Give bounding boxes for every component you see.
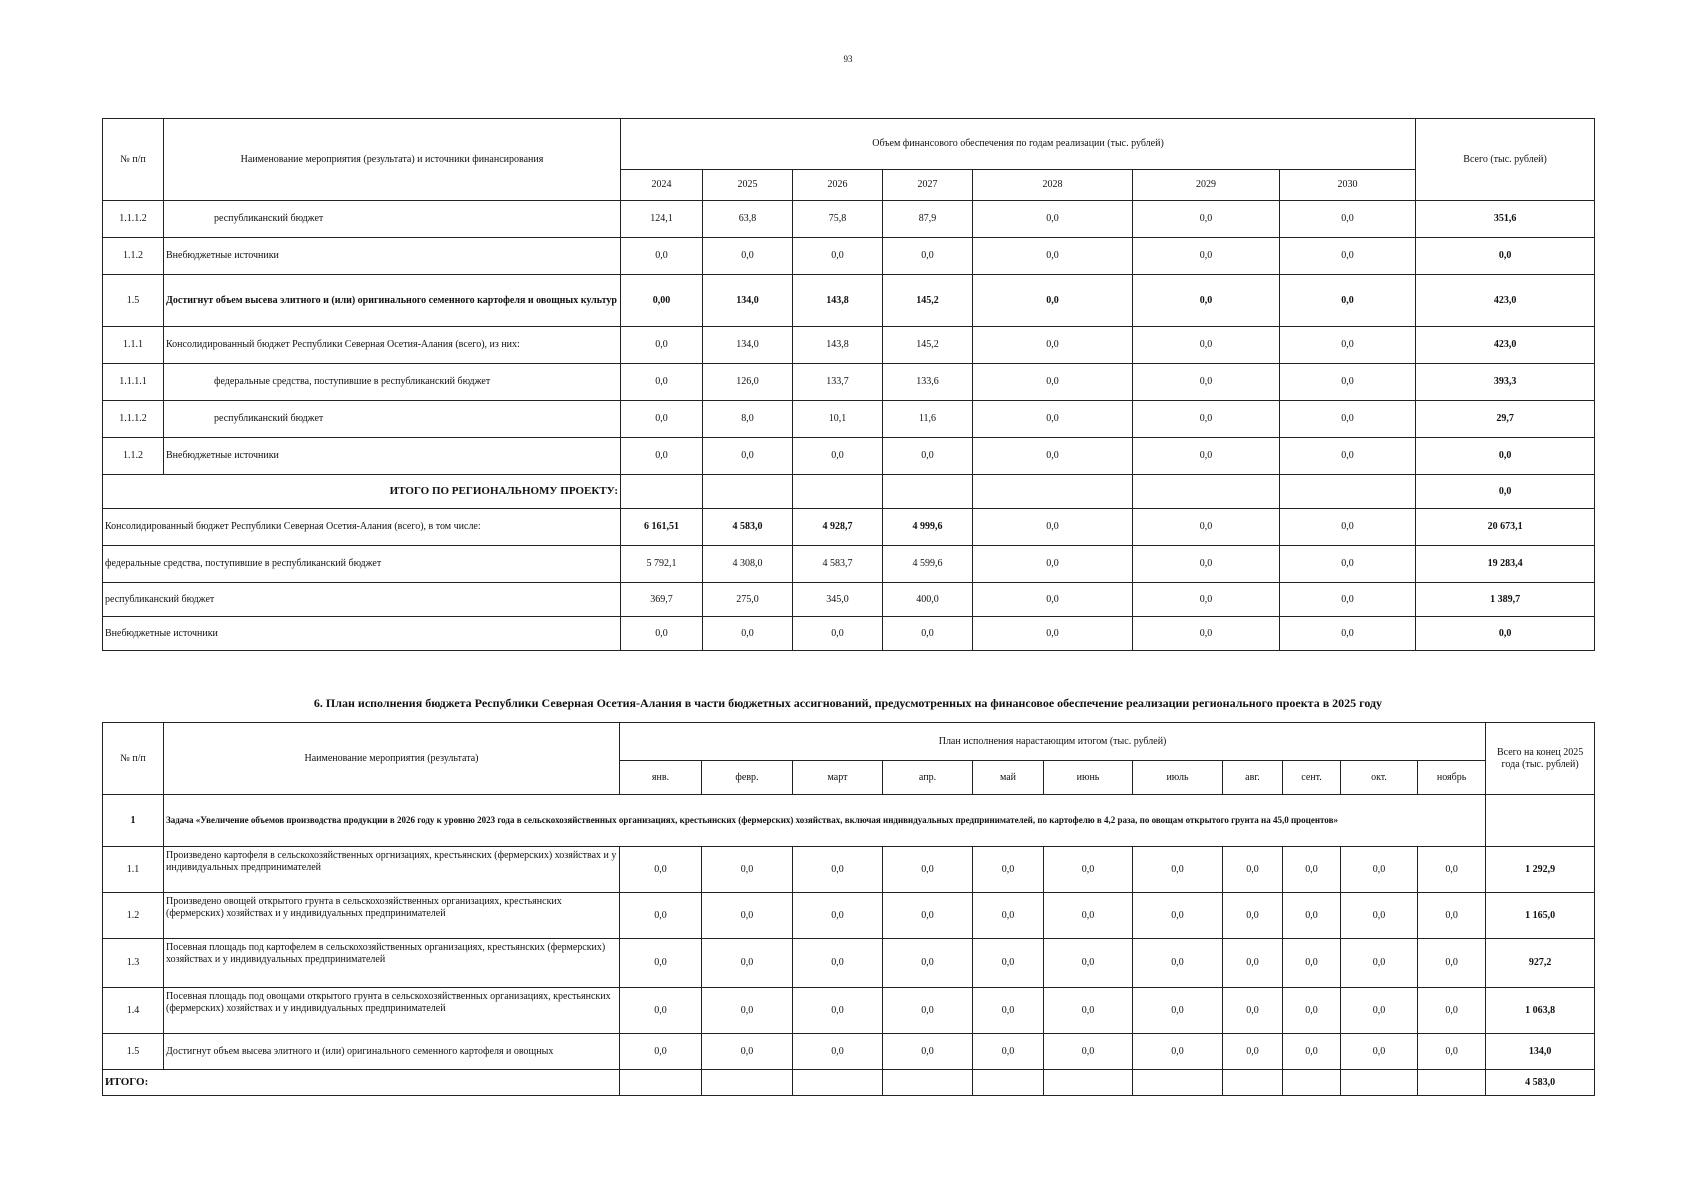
row-value: 8,0: [703, 401, 793, 438]
summary-value: 4 999,6: [883, 509, 973, 546]
row-value: 0,0: [620, 893, 702, 939]
row-total: 29,7: [1416, 401, 1595, 438]
table-row: [103, 847, 1595, 893]
empty-cell: [883, 475, 973, 509]
summary-value: 0,0: [973, 546, 1133, 583]
summary-name: федеральные средства, поступившие в республиканский бюджет: [103, 546, 621, 583]
row-value: 0,0: [1133, 401, 1280, 438]
summary-value: 4 928,7: [793, 509, 883, 546]
summary-row: [103, 583, 1595, 617]
year-2025: 2025: [703, 170, 793, 201]
empty-cell: [621, 475, 703, 509]
row-value: 0,0: [1283, 847, 1341, 893]
summary-value: 0,0: [973, 617, 1133, 651]
row-value: 0,0: [793, 893, 883, 939]
row-value: 0,0: [1280, 275, 1416, 327]
funding-table-body: [103, 119, 1595, 651]
table-row: [103, 438, 1595, 475]
row-total: 134,0: [1486, 1034, 1595, 1070]
row-name: Посевная площадь под овощами открытого грунта в сельскохозяйственных организациях, крестьянских (фермерских) хозяйствах и у индивидуальных предпринимателей: [164, 988, 620, 1034]
row-num: 1.1.1.2: [103, 401, 164, 438]
row-num: 1.1.1.1: [103, 364, 164, 401]
row-total: 1 165,0: [1486, 893, 1595, 939]
row-value: 0,0: [621, 401, 703, 438]
row-name: федеральные средства, поступившие в республиканский бюджет: [164, 364, 621, 401]
row-value: 0,0: [883, 939, 973, 988]
year-2030: 2030: [1280, 170, 1416, 201]
table-row: [103, 201, 1595, 238]
row-value: 0,0: [1283, 1034, 1341, 1070]
row-name: республиканский бюджет: [164, 201, 621, 238]
header-row: [103, 723, 1595, 761]
row-value: 87,9: [883, 201, 973, 238]
itogo-label: ИТОГО ПО РЕГИОНАЛЬНОМУ ПРОЕКТУ:: [103, 475, 621, 509]
row-value: 0,0: [1223, 893, 1283, 939]
year-2026: 2026: [793, 170, 883, 201]
empty-cell: [1044, 1070, 1133, 1096]
row-value: 0,0: [1133, 438, 1280, 475]
row-value: 0,0: [883, 847, 973, 893]
row-value: 0,0: [1280, 238, 1416, 275]
row-value: 0,0: [703, 438, 793, 475]
row-value: 0,0: [973, 238, 1133, 275]
month-header: апр.: [883, 761, 973, 795]
year-2027: 2027: [883, 170, 973, 201]
row-value: 0,0: [620, 847, 702, 893]
summary-value: 0,0: [973, 509, 1133, 546]
row-name: Достигнут объем высева элитного и (или) оригинального семенного картофеля и овощных культур: [164, 275, 621, 327]
table-row: [103, 364, 1595, 401]
summary-value: 0,0: [703, 617, 793, 651]
summary-total: 20 673,1: [1416, 509, 1595, 546]
summary-value: 6 161,51: [621, 509, 703, 546]
header-num: № п/п: [103, 723, 164, 795]
row-value: 0,0: [973, 327, 1133, 364]
month-header: авг.: [1223, 761, 1283, 795]
summary-value: 0,0: [1133, 546, 1280, 583]
row-value: 143,8: [793, 275, 883, 327]
row-value: 134,0: [703, 275, 793, 327]
summary-name: республиканский бюджет: [103, 583, 621, 617]
year-2028: 2028: [973, 170, 1133, 201]
row-value: 0,0: [1044, 893, 1133, 939]
row-total: 423,0: [1416, 275, 1595, 327]
row-value: 0,00: [621, 275, 703, 327]
row-value: 0,0: [793, 238, 883, 275]
month-header: окт.: [1341, 761, 1418, 795]
row-value: 0,0: [973, 1034, 1044, 1070]
empty-cell: [793, 1070, 883, 1096]
row-value: 0,0: [1341, 988, 1418, 1034]
summary-value: 4 308,0: [703, 546, 793, 583]
row-num: 1.3: [103, 939, 164, 988]
table-row: [103, 401, 1595, 438]
row-name: Внебюджетные источники: [164, 438, 621, 475]
summary-value: 0,0: [1133, 617, 1280, 651]
row-value: 143,8: [793, 327, 883, 364]
empty-cell: [620, 1070, 702, 1096]
summary-value: 4 583,7: [793, 546, 883, 583]
summary-value: 369,7: [621, 583, 703, 617]
funding-table: [102, 118, 1595, 651]
section-caption: 6. План исполнения бюджета Республики Северная Осетия-Алания в части бюджетных ассигнований, предусмотренных на финансовое обеспечение реализации регионального проекта в 2025 году: [313, 696, 1383, 710]
summary-row: [103, 546, 1595, 583]
year-2029: 2029: [1133, 170, 1280, 201]
table-row: [103, 988, 1595, 1034]
month-header: июнь: [1044, 761, 1133, 795]
row-value: 0,0: [1418, 939, 1486, 988]
row-value: 0,0: [1418, 988, 1486, 1034]
header-name: Наименование мероприятия (результата) и источники финансирования: [164, 119, 621, 201]
table-row: [103, 238, 1595, 275]
empty-cell: [793, 475, 883, 509]
row-num: 1.1: [103, 847, 164, 893]
row-value: 0,0: [702, 988, 793, 1034]
summary-value: 0,0: [1133, 583, 1280, 617]
row-num: 1.2: [103, 893, 164, 939]
row-value: 0,0: [702, 893, 793, 939]
row-value: 0,0: [1133, 893, 1223, 939]
row-value: 0,0: [621, 364, 703, 401]
row-total: 0,0: [1416, 438, 1595, 475]
empty-cell: [1223, 1070, 1283, 1096]
page-number: 93: [843, 54, 853, 64]
row-num: 1.1.1.2: [103, 201, 164, 238]
task-num: 1: [103, 795, 164, 847]
task-row: [103, 795, 1595, 847]
row-value: 10,1: [793, 401, 883, 438]
row-value: 0,0: [620, 988, 702, 1034]
row-value: 0,0: [1418, 893, 1486, 939]
year-2024: 2024: [621, 170, 703, 201]
row-value: 0,0: [621, 238, 703, 275]
summary-name: Консолидированный бюджет Республики Северная Осетия-Алания (всего), в том числе:: [103, 509, 621, 546]
summary-value: 0,0: [1280, 583, 1416, 617]
row-value: 0,0: [793, 1034, 883, 1070]
itogo-label: ИТОГО:: [103, 1070, 620, 1096]
row-value: 145,2: [883, 327, 973, 364]
row-value: 0,0: [702, 939, 793, 988]
row-value: 0,0: [1283, 939, 1341, 988]
summary-value: 4 599,6: [883, 546, 973, 583]
empty-cell: [1280, 475, 1416, 509]
itogo-total: 4 583,0: [1486, 1070, 1595, 1096]
row-value: 0,0: [1280, 401, 1416, 438]
summary-row: [103, 617, 1595, 651]
budget-plan-table: [102, 722, 1595, 1096]
row-value: 0,0: [1223, 847, 1283, 893]
month-header: ноябрь: [1418, 761, 1486, 795]
row-value: 0,0: [1341, 893, 1418, 939]
row-value: 0,0: [1133, 847, 1223, 893]
row-value: 0,0: [620, 1034, 702, 1070]
row-value: 0,0: [621, 438, 703, 475]
summary-value: 0,0: [1280, 617, 1416, 651]
summary-value: 5 792,1: [621, 546, 703, 583]
summary-value: 0,0: [1133, 509, 1280, 546]
summary-value: 0,0: [793, 617, 883, 651]
row-value: 0,0: [1280, 201, 1416, 238]
row-value: 0,0: [793, 847, 883, 893]
row-value: 0,0: [1044, 847, 1133, 893]
row-value: 0,0: [793, 988, 883, 1034]
row-total: 423,0: [1416, 327, 1595, 364]
table-row: [103, 1034, 1595, 1070]
row-total: 1 063,8: [1486, 988, 1595, 1034]
row-value: 0,0: [973, 364, 1133, 401]
row-total: 1 292,9: [1486, 847, 1595, 893]
row-value: 134,0: [703, 327, 793, 364]
row-value: 0,0: [1283, 988, 1341, 1034]
month-header: февр.: [702, 761, 793, 795]
empty-cell: [1283, 1070, 1341, 1096]
row-value: 0,0: [973, 988, 1044, 1034]
row-total: 0,0: [1416, 238, 1595, 275]
header-volume: Объем финансового обеспечения по годам реализации (тыс. рублей): [621, 119, 1416, 170]
summary-value: 0,0: [621, 617, 703, 651]
row-value: 0,0: [1044, 939, 1133, 988]
itogo-row: [103, 475, 1595, 509]
row-value: 126,0: [703, 364, 793, 401]
row-value: 0,0: [973, 939, 1044, 988]
summary-value: 400,0: [883, 583, 973, 617]
empty-cell: [1341, 1070, 1418, 1096]
summary-value: 275,0: [703, 583, 793, 617]
summary-value: 4 583,0: [703, 509, 793, 546]
row-value: 0,0: [973, 201, 1133, 238]
month-header: янв.: [620, 761, 702, 795]
summary-row: [103, 509, 1595, 546]
header-num: № п/п: [103, 119, 164, 201]
row-value: 0,0: [1133, 201, 1280, 238]
row-value: 0,0: [1341, 1034, 1418, 1070]
row-total: 927,2: [1486, 939, 1595, 988]
row-value: 0,0: [1133, 1034, 1223, 1070]
row-name: Достигнут объем высева элитного и (или) оригинального семенного картофеля и овощных: [164, 1034, 620, 1070]
table-row: [103, 939, 1595, 988]
row-name: Произведено овощей открытого грунта в сельскохозяйственных организациях, крестьянских (фермерских) хозяйствах и у индивидуальных предпринимателей: [164, 893, 620, 939]
row-value: 0,0: [702, 1034, 793, 1070]
row-value: 0,0: [973, 438, 1133, 475]
summary-name: Внебюджетные источники: [103, 617, 621, 651]
summary-value: 345,0: [793, 583, 883, 617]
month-header: июль: [1133, 761, 1223, 795]
row-value: 0,0: [1133, 275, 1280, 327]
row-value: 0,0: [883, 1034, 973, 1070]
row-value: 0,0: [1280, 327, 1416, 364]
task-total: [1486, 795, 1595, 847]
empty-cell: [703, 475, 793, 509]
summary-total: 1 389,7: [1416, 583, 1595, 617]
row-num: 1.1.2: [103, 238, 164, 275]
row-value: 0,0: [1341, 939, 1418, 988]
row-value: 145,2: [883, 275, 973, 327]
row-value: 0,0: [1283, 893, 1341, 939]
itogo-total: 0,0: [1416, 475, 1595, 509]
row-value: 0,0: [1280, 438, 1416, 475]
header-total: Всего на конец 2025 года (тыс. рублей): [1486, 723, 1595, 795]
row-value: 0,0: [1418, 847, 1486, 893]
row-num: 1.1.2: [103, 438, 164, 475]
row-name: Консолидированный бюджет Республики Северная Осетия-Алания (всего), из них:: [164, 327, 621, 364]
row-value: 0,0: [1133, 238, 1280, 275]
row-value: 75,8: [793, 201, 883, 238]
summary-value: 0,0: [973, 583, 1133, 617]
row-value: 0,0: [1133, 327, 1280, 364]
row-num: 1.4: [103, 988, 164, 1034]
row-value: 0,0: [883, 893, 973, 939]
summary-value: 0,0: [1280, 546, 1416, 583]
empty-cell: [1418, 1070, 1486, 1096]
row-num: 1.5: [103, 1034, 164, 1070]
table-row: [103, 327, 1595, 364]
row-name: Произведено картофеля в сельскохозяйственных оргнизациях, крестьянских (фермерских) хозяйствах и у индивидуальных предпринимателей: [164, 847, 620, 893]
table-row: [103, 275, 1595, 327]
row-value: 0,0: [793, 939, 883, 988]
empty-cell: [702, 1070, 793, 1096]
row-value: 133,7: [793, 364, 883, 401]
row-value: 63,8: [703, 201, 793, 238]
itogo-row: [103, 1070, 1595, 1096]
row-value: 0,0: [1133, 364, 1280, 401]
row-value: 0,0: [620, 939, 702, 988]
row-num: 1.5: [103, 275, 164, 327]
empty-cell: [1133, 1070, 1223, 1096]
month-header: сент.: [1283, 761, 1341, 795]
empty-cell: [1133, 475, 1280, 509]
row-value: 0,0: [1223, 939, 1283, 988]
month-header: май: [973, 761, 1044, 795]
row-value: 133,6: [883, 364, 973, 401]
row-value: 0,0: [883, 988, 973, 1034]
row-value: 0,0: [1133, 939, 1223, 988]
row-value: 0,0: [973, 401, 1133, 438]
row-total: 351,6: [1416, 201, 1595, 238]
summary-total: 19 283,4: [1416, 546, 1595, 583]
row-name: республиканский бюджет: [164, 401, 621, 438]
empty-cell: [973, 475, 1133, 509]
row-value: 0,0: [793, 438, 883, 475]
task-text: Задача «Увеличение объемов производства продукции в 2026 году к уровню 2023 года в сельскохозяйственных организациях, крестьянских (фермерских) хозяйствах, включая индивидуальных предпринимателей, по картофелю в 4,2 раза, по овощам открытого грунта на 45,0 процентов»: [164, 795, 1486, 847]
row-name: Посевная площадь под картофелем в сельскохозяйственных организациях, крестьянских (фермерских) хозяйствах и у индивидуальных предпринимателей: [164, 939, 620, 988]
row-value: 0,0: [883, 438, 973, 475]
row-value: 0,0: [883, 238, 973, 275]
row-value: 0,0: [1044, 1034, 1133, 1070]
empty-cell: [883, 1070, 973, 1096]
row-name: Внебюджетные источники: [164, 238, 621, 275]
header-name: Наименование мероприятия (результата): [164, 723, 620, 795]
header-plan: План исполнения нарастающим итогом (тыс. рублей): [620, 723, 1486, 761]
row-value: 0,0: [1341, 847, 1418, 893]
row-value: 0,0: [1133, 988, 1223, 1034]
row-total: 393,3: [1416, 364, 1595, 401]
table-row: [103, 893, 1595, 939]
row-value: 0,0: [1418, 1034, 1486, 1070]
row-value: 0,0: [1223, 988, 1283, 1034]
row-value: 124,1: [621, 201, 703, 238]
summary-total: 0,0: [1416, 617, 1595, 651]
summary-value: 0,0: [1280, 509, 1416, 546]
budget-plan-table-body: [103, 723, 1595, 1096]
month-header: март: [793, 761, 883, 795]
row-value: 0,0: [1223, 1034, 1283, 1070]
header-total: Всего (тыс. рублей): [1416, 119, 1595, 201]
row-value: 11,6: [883, 401, 973, 438]
row-value: 0,0: [1044, 988, 1133, 1034]
row-value: 0,0: [703, 238, 793, 275]
summary-value: 0,0: [883, 617, 973, 651]
row-num: 1.1.1: [103, 327, 164, 364]
row-value: 0,0: [973, 847, 1044, 893]
row-value: 0,0: [702, 847, 793, 893]
row-value: 0,0: [973, 275, 1133, 327]
empty-cell: [973, 1070, 1044, 1096]
row-value: 0,0: [621, 327, 703, 364]
row-value: 0,0: [1280, 364, 1416, 401]
row-value: 0,0: [973, 893, 1044, 939]
header-row: [103, 119, 1595, 170]
